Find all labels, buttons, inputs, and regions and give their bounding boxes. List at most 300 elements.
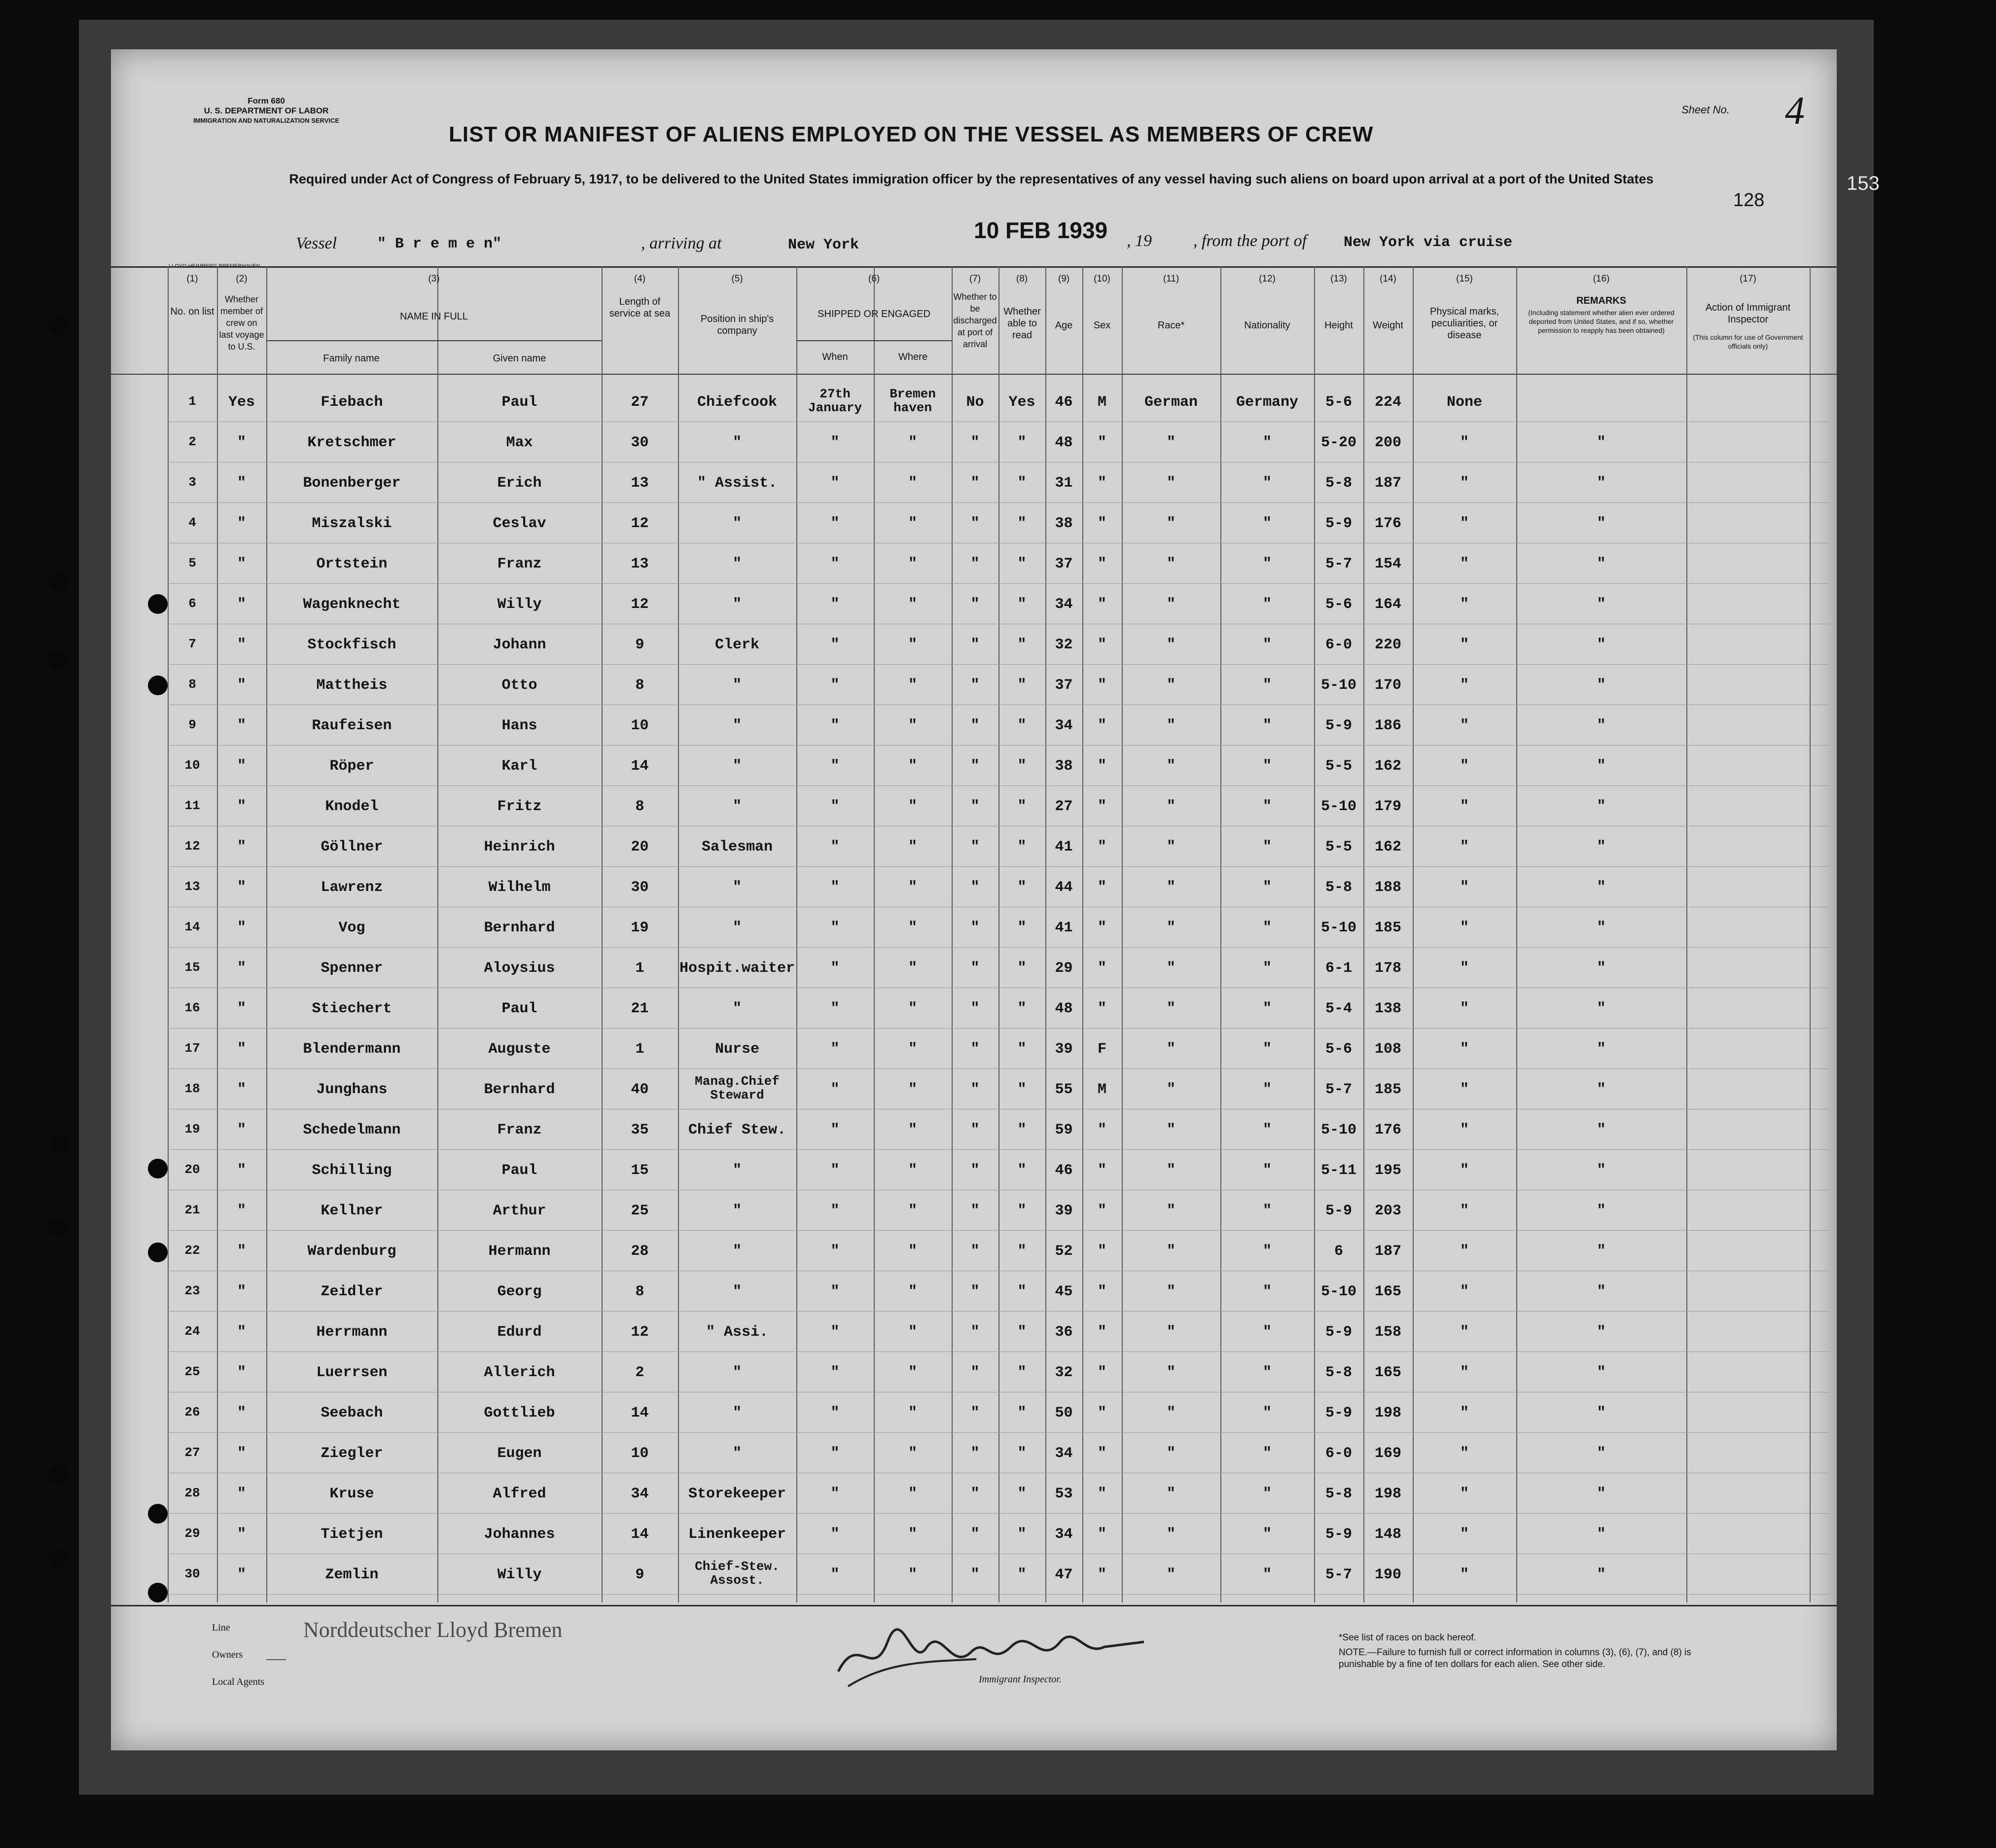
cell-service: 10 — [631, 717, 649, 734]
cell-marks: " — [1460, 1162, 1469, 1179]
col-num: (14) — [1380, 274, 1396, 284]
cell-marks: " — [1460, 596, 1469, 613]
cell-weight: 165 — [1374, 1364, 1401, 1381]
cell-nationality: " — [1262, 1324, 1272, 1341]
cell-weight: 148 — [1374, 1526, 1401, 1543]
races-note: *See list of races on back hereof. — [1339, 1633, 1476, 1643]
row-rule — [168, 1149, 1829, 1150]
cell-read: " — [1017, 1243, 1027, 1260]
cell-given: Georg — [497, 1283, 542, 1300]
cell-height: 5-9 — [1325, 1405, 1352, 1422]
cell-height: 5-10 — [1320, 1283, 1356, 1300]
cell-discharged: " — [970, 798, 980, 815]
col-num: (5) — [731, 274, 743, 284]
cell-sex: M — [1097, 1081, 1106, 1098]
cell-height: 5-7 — [1325, 1566, 1352, 1583]
cell-sex: " — [1097, 1122, 1106, 1138]
cell-no: 22 — [184, 1243, 200, 1258]
cell-read: " — [1017, 1324, 1027, 1341]
cell-height: 5-8 — [1325, 1364, 1352, 1381]
cell-read: " — [1017, 677, 1027, 694]
cell-marks: " — [1460, 1445, 1469, 1462]
col-header-height: Height — [1324, 320, 1353, 331]
cell-discharged: " — [970, 1162, 980, 1179]
row-rule — [168, 947, 1829, 948]
cell-prev: " — [237, 1041, 246, 1058]
cell-where: " — [908, 596, 917, 613]
cell-family: Bonenberger — [303, 475, 401, 492]
binder-hole — [48, 1218, 68, 1238]
cell-prev: " — [237, 1283, 246, 1300]
cell-where: " — [908, 1283, 917, 1300]
cell-sex: " — [1097, 1243, 1106, 1260]
cell-when: " — [830, 1203, 840, 1219]
cell-age: 59 — [1055, 1122, 1073, 1138]
cell-prev: " — [237, 515, 246, 532]
cell-family: Zeidler — [321, 1283, 383, 1300]
cell-service: 10 — [631, 1445, 649, 1462]
cell-when: " — [830, 515, 840, 532]
cell-race: " — [1166, 1000, 1176, 1017]
cell-no: 21 — [184, 1203, 200, 1217]
cell-given: Otto — [501, 677, 537, 694]
cell-height: 5-5 — [1325, 839, 1352, 855]
cell-read: " — [1017, 1203, 1027, 1219]
row-rule — [168, 1432, 1829, 1433]
cell-race: " — [1166, 434, 1176, 451]
cell-given: Edurd — [497, 1324, 542, 1341]
cell-given: Allerich — [484, 1364, 555, 1381]
binder-hole — [148, 1159, 168, 1178]
cell-age: 41 — [1055, 839, 1073, 855]
cell-nationality: " — [1262, 920, 1272, 936]
cell-family: Mattheis — [316, 677, 388, 694]
cell-where: " — [908, 1566, 917, 1583]
cell-service: 8 — [635, 798, 644, 815]
arrival-date-stamp: 10 FEB 1939 — [974, 217, 1108, 243]
cell-when: " — [830, 637, 840, 653]
cell-marks: " — [1460, 717, 1469, 734]
cell-discharged: " — [970, 1324, 980, 1341]
cell-service: 12 — [631, 596, 649, 613]
cell-no: 7 — [188, 637, 196, 651]
cell-marks: " — [1460, 515, 1469, 532]
cell-no: 25 — [184, 1364, 200, 1379]
cell-marks: " — [1460, 677, 1469, 694]
cell-service: 25 — [631, 1203, 649, 1219]
cell-remarks: " — [1597, 1122, 1606, 1138]
cell-weight: 188 — [1374, 879, 1401, 896]
cell-prev: " — [237, 1324, 246, 1341]
cell-discharged: " — [970, 434, 980, 451]
cell-given: Alfred — [493, 1486, 546, 1502]
row-rule — [168, 1068, 1829, 1069]
cell-weight: 224 — [1374, 394, 1401, 411]
col-header-inspector-action: Action of Immigrant Inspector — [1705, 302, 1791, 325]
cell-given: Paul — [501, 1000, 537, 1017]
cell-sex: F — [1097, 1041, 1106, 1058]
cell-service: 35 — [631, 1122, 649, 1138]
cell-nationality: " — [1262, 1364, 1272, 1381]
cell-weight: 186 — [1374, 717, 1401, 734]
cell-weight: 178 — [1374, 960, 1401, 977]
inspector-signature — [828, 1612, 1154, 1701]
from-port-label: , from the port of — [1193, 232, 1307, 250]
cell-discharged: " — [970, 677, 980, 694]
cell-prev: Yes — [228, 394, 255, 411]
col-num: (17) — [1740, 274, 1756, 284]
cell-read: " — [1017, 960, 1027, 977]
cell-weight: 198 — [1374, 1486, 1401, 1502]
cell-position: " Assist. — [697, 475, 778, 492]
cell-weight: 198 — [1374, 1405, 1401, 1422]
cell-no: 27 — [184, 1445, 200, 1460]
cell-remarks: " — [1597, 758, 1606, 775]
cell-nationality: Germany — [1236, 394, 1299, 411]
cell-service: 28 — [631, 1243, 649, 1260]
column-rule — [1810, 266, 1811, 1602]
name-subdivider — [266, 340, 602, 341]
cell-no: 16 — [184, 1000, 200, 1015]
cell-race: " — [1166, 1364, 1176, 1381]
col-header-weight: Weight — [1373, 320, 1403, 331]
cell-position: Chief-Stew. Assost. — [695, 1559, 780, 1588]
cell-when: " — [830, 1041, 840, 1058]
cell-read: " — [1017, 920, 1027, 936]
cell-family: Miszalski — [312, 515, 392, 532]
cell-weight: 203 — [1374, 1203, 1401, 1219]
cell-height: 5-10 — [1320, 798, 1356, 815]
cell-age: 32 — [1055, 1364, 1073, 1381]
cell-nationality: " — [1262, 515, 1272, 532]
cell-where: " — [908, 1122, 917, 1138]
cell-age: 34 — [1055, 717, 1073, 734]
cell-age: 48 — [1055, 1000, 1073, 1017]
cell-when: " — [830, 1081, 840, 1098]
row-rule — [168, 1351, 1829, 1352]
cell-given: Willy — [497, 596, 542, 613]
cell-family: Röper — [329, 758, 374, 775]
col-num: (2) — [236, 274, 248, 284]
cell-discharged: " — [970, 1283, 980, 1300]
cell-weight: 176 — [1374, 1122, 1401, 1138]
row-rule — [168, 1311, 1829, 1312]
cell-height: 5-8 — [1325, 475, 1352, 492]
cell-discharged: " — [970, 1405, 980, 1422]
column-rule — [1686, 266, 1687, 1602]
cell-sex: " — [1097, 839, 1106, 855]
table-bottom-rule — [111, 1605, 1837, 1606]
cell-height: 6-1 — [1325, 960, 1352, 977]
cell-where: " — [908, 758, 917, 775]
cell-position: Hospit.waiter — [679, 960, 795, 977]
cell-prev: " — [237, 1081, 246, 1098]
cell-race: " — [1166, 1283, 1176, 1300]
cell-where: " — [908, 1081, 917, 1098]
cell-no: 8 — [188, 677, 196, 692]
cell-race: " — [1166, 1324, 1176, 1341]
shipped-subdivider — [796, 340, 952, 341]
cell-prev: " — [237, 1162, 246, 1179]
cell-when: " — [830, 434, 840, 451]
col-header-when: When — [822, 352, 848, 362]
cell-read: " — [1017, 515, 1027, 532]
cell-position: Linenkeeper — [688, 1526, 786, 1543]
cell-age: 32 — [1055, 637, 1073, 653]
cell-read: " — [1017, 1364, 1027, 1381]
cell-position: Chiefcook — [697, 394, 778, 411]
cell-family: Ziegler — [321, 1445, 383, 1462]
cell-sex: " — [1097, 1162, 1106, 1179]
cell-given: Paul — [501, 1162, 537, 1179]
row-rule — [168, 1513, 1829, 1514]
cell-age: 46 — [1055, 1162, 1073, 1179]
row-rule — [168, 866, 1829, 867]
cell-discharged: " — [970, 1364, 980, 1381]
cell-read: " — [1017, 879, 1027, 896]
cell-nationality: " — [1262, 717, 1272, 734]
cell-sex: " — [1097, 920, 1106, 936]
cell-race: " — [1166, 556, 1176, 572]
cell-position: Manag.Chief Steward — [695, 1074, 780, 1102]
cell-remarks: " — [1597, 960, 1606, 977]
owners-label: Owners — [212, 1649, 243, 1660]
cell-given: Eugen — [497, 1445, 542, 1462]
cell-read: " — [1017, 1405, 1027, 1422]
row-rule — [168, 785, 1829, 786]
cell-when: " — [830, 1486, 840, 1502]
cell-discharged: " — [970, 1486, 980, 1502]
cell-weight: 187 — [1374, 1243, 1401, 1260]
cell-prev: " — [237, 1566, 246, 1583]
col-header-service-length: Length of service at sea — [609, 296, 671, 319]
cell-read: " — [1017, 1486, 1027, 1502]
cell-discharged: " — [970, 515, 980, 532]
cell-discharged: " — [970, 1566, 980, 1583]
cell-height: 5-6 — [1325, 394, 1352, 411]
cell-where: " — [908, 475, 917, 492]
department-name: U. S. DEPARTMENT OF LABOR — [204, 106, 329, 115]
cell-remarks: " — [1597, 1243, 1606, 1260]
cell-sex: " — [1097, 596, 1106, 613]
cell-marks: " — [1460, 1324, 1469, 1341]
cell-when: " — [830, 717, 840, 734]
header-bottom-rule — [111, 374, 1837, 375]
cell-nationality: " — [1262, 879, 1272, 896]
cell-discharged: " — [970, 839, 980, 855]
form-agency-block — [178, 96, 355, 126]
cell-age: 31 — [1055, 475, 1073, 492]
cell-remarks: " — [1597, 1445, 1606, 1462]
cell-race: " — [1166, 1566, 1176, 1583]
binder-hole — [48, 572, 68, 592]
cell-sex: " — [1097, 1486, 1106, 1502]
cell-race: " — [1166, 879, 1176, 896]
cell-given: Arthur — [493, 1203, 546, 1219]
cell-height: 5-5 — [1325, 758, 1352, 775]
cell-discharged: " — [970, 637, 980, 653]
cell-nationality: " — [1262, 1203, 1272, 1219]
cell-sex: " — [1097, 960, 1106, 977]
cell-family: Stiechert — [312, 1000, 392, 1017]
cell-position: " — [732, 434, 742, 451]
cell-prev: " — [237, 798, 246, 815]
cell-given: Hermann — [488, 1243, 551, 1260]
row-rule — [168, 745, 1829, 746]
cell-prev: " — [237, 1526, 246, 1543]
cell-family: Kretschmer — [307, 434, 396, 451]
cell-position: " — [732, 1364, 742, 1381]
cell-discharged: " — [970, 758, 980, 775]
cell-marks: " — [1460, 475, 1469, 492]
cell-position: " — [732, 717, 742, 734]
cell-where: " — [908, 434, 917, 451]
cell-given: Heinrich — [484, 839, 555, 855]
cell-nationality: " — [1262, 758, 1272, 775]
cell-sex: " — [1097, 1364, 1106, 1381]
cell-marks: " — [1460, 1566, 1469, 1583]
cell-position: " — [732, 1000, 742, 1017]
cell-discharged: " — [970, 1000, 980, 1017]
cell-marks: " — [1460, 1405, 1469, 1422]
cell-age: 29 — [1055, 960, 1073, 977]
cell-no: 2 — [188, 434, 196, 449]
cell-remarks: " — [1597, 717, 1606, 734]
cell-given: Paul — [501, 394, 537, 411]
cell-service: 9 — [635, 1566, 644, 1583]
cell-read: " — [1017, 1283, 1027, 1300]
cell-when: " — [830, 1324, 840, 1341]
cell-when: " — [830, 758, 840, 775]
cell-remarks: " — [1597, 1000, 1606, 1017]
cell-sex: " — [1097, 556, 1106, 572]
cell-race: " — [1166, 1081, 1176, 1098]
col-num: (13) — [1330, 274, 1347, 284]
cell-prev: " — [237, 1122, 246, 1138]
cell-height: 6-0 — [1325, 1445, 1352, 1462]
cell-read: " — [1017, 1445, 1027, 1462]
col-header-no: No. on list — [170, 306, 214, 317]
cell-given: Auguste — [488, 1041, 551, 1058]
cell-weight: 162 — [1374, 758, 1401, 775]
cell-when: " — [830, 1162, 840, 1179]
cell-remarks: " — [1597, 1566, 1606, 1583]
col-header-name: NAME IN FULL — [400, 311, 468, 322]
cell-when: " — [830, 1000, 840, 1017]
cell-position: " — [732, 920, 742, 936]
cell-no: 19 — [184, 1122, 200, 1137]
cell-service: 30 — [631, 434, 649, 451]
cell-sex: " — [1097, 717, 1106, 734]
cell-weight: 195 — [1374, 1162, 1401, 1179]
cell-no: 26 — [184, 1405, 200, 1420]
binder-hole — [148, 1243, 168, 1262]
cell-family: Kruse — [329, 1486, 374, 1502]
cell-age: 37 — [1055, 677, 1073, 694]
cell-marks: " — [1460, 1041, 1469, 1058]
cell-service: 2 — [635, 1364, 644, 1381]
cell-height: 5-9 — [1325, 1526, 1352, 1543]
cell-discharged: " — [970, 475, 980, 492]
binder-hole — [148, 1504, 168, 1524]
cell-age: 55 — [1055, 1081, 1073, 1098]
cell-nationality: " — [1262, 1081, 1272, 1098]
cell-age: 37 — [1055, 556, 1073, 572]
cell-family: Ortstein — [316, 556, 388, 572]
cell-read: " — [1017, 1081, 1027, 1098]
cell-service: 1 — [635, 960, 644, 977]
line-label: Line — [212, 1622, 230, 1633]
cell-sex: " — [1097, 1203, 1106, 1219]
cell-when: " — [830, 1405, 840, 1422]
cell-sex: " — [1097, 1405, 1106, 1422]
cell-no: 24 — [184, 1324, 200, 1339]
cell-where: " — [908, 1243, 917, 1260]
cell-sex: " — [1097, 1566, 1106, 1583]
cell-given: Wilhelm — [488, 879, 551, 896]
cell-race: " — [1166, 1122, 1176, 1138]
cell-race: " — [1166, 960, 1176, 977]
cell-service: 20 — [631, 839, 649, 855]
col-header-given-name: Given name — [493, 353, 546, 364]
cell-race: " — [1166, 839, 1176, 855]
col-num: (1) — [186, 274, 198, 284]
cell-given: Willy — [497, 1566, 542, 1583]
cell-marks: " — [1460, 1122, 1469, 1138]
cell-given: Bernhard — [484, 1081, 555, 1098]
cell-remarks: " — [1597, 1364, 1606, 1381]
cell-when: " — [830, 556, 840, 572]
cell-marks: " — [1460, 920, 1469, 936]
cell-read: " — [1017, 475, 1027, 492]
cell-nationality: " — [1262, 1000, 1272, 1017]
cell-age: 34 — [1055, 1526, 1073, 1543]
cell-service: 12 — [631, 515, 649, 532]
cell-where: " — [908, 1445, 917, 1462]
cell-weight: 165 — [1374, 1283, 1401, 1300]
cell-family: Herrmann — [316, 1324, 388, 1341]
cell-race: " — [1166, 475, 1176, 492]
cell-remarks: " — [1597, 1405, 1606, 1422]
cell-discharged: " — [970, 596, 980, 613]
cell-no: 6 — [188, 596, 196, 611]
cell-remarks: " — [1597, 1081, 1606, 1098]
cell-no: 4 — [188, 515, 196, 530]
col-header-sex: Sex — [1093, 320, 1111, 331]
cell-sex: " — [1097, 434, 1106, 451]
cell-nationality: " — [1262, 839, 1272, 855]
cell-no: 12 — [184, 839, 200, 853]
cell-sex: " — [1097, 879, 1106, 896]
cell-height: 6 — [1334, 1243, 1343, 1260]
cell-where: " — [908, 1162, 917, 1179]
cell-nationality: " — [1262, 1405, 1272, 1422]
cell-age: 52 — [1055, 1243, 1073, 1260]
col-header-where: Where — [898, 352, 927, 362]
cell-race: " — [1166, 1445, 1176, 1462]
cell-position: " — [732, 1243, 742, 1260]
sheet-number: 4 — [1785, 89, 1805, 133]
cell-race: " — [1166, 1486, 1176, 1502]
cell-marks: " — [1460, 637, 1469, 653]
cell-remarks: " — [1597, 1283, 1606, 1300]
cell-discharged: " — [970, 1445, 980, 1462]
cell-given: Max — [506, 434, 533, 451]
cell-prev: " — [237, 677, 246, 694]
cell-height: 5-10 — [1320, 1122, 1356, 1138]
cell-race: " — [1166, 1203, 1176, 1219]
cell-given: Fritz — [497, 798, 542, 815]
